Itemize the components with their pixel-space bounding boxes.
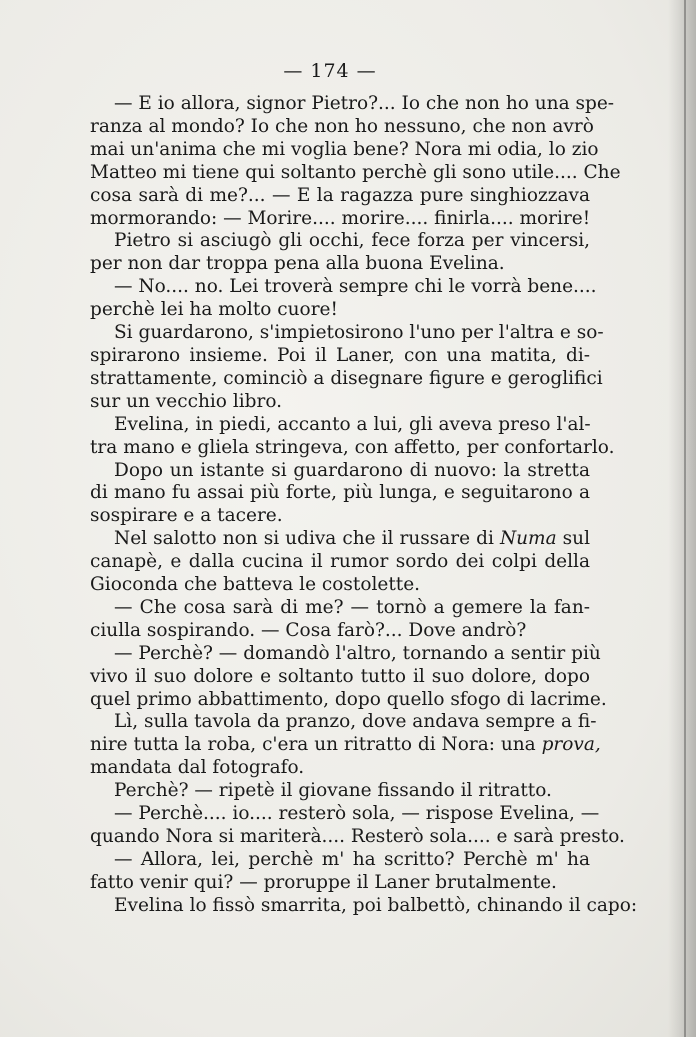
- text-line: — Allora, lei, perchè m' ha scritto? Perchè m' ha: [114, 848, 590, 870]
- text-line: tra mano e gliela stringeva, con affetto, per confortarlo.: [90, 436, 615, 458]
- text-line: Pietro si asciugò gli occhi, fece forza per vincersi,: [114, 230, 590, 252]
- text-line: Si guardarono, s'impietosirono l'uno per l'altra e so-: [114, 322, 604, 344]
- text-line: ranza al mondo? Io che non ho nessuno, che non avrò: [90, 115, 594, 137]
- text-line: di mano fu assai più forte, più lunga, e seguitarono a: [90, 482, 590, 504]
- text-line: — Perchè.... io.... resterò sola, — rispose Evelina, —: [114, 803, 600, 825]
- text-line: mandata dal fotografo.: [90, 757, 305, 779]
- page-edge-line: [684, 0, 686, 1037]
- text-line: Evelina lo fissò smarrita, poi balbettò, chinando il capo:: [114, 894, 638, 916]
- text-line: nire tutta la roba, c'era un ritratto di Nora: una prova,: [90, 734, 601, 756]
- text-line: Matteo mi tiene qui soltanto perchè gli sono utile.... Che: [90, 161, 621, 183]
- text-line: strattamente, cominciò a disegnare figure e geroglifici: [90, 367, 603, 389]
- text-line: mormorando: — Morire.... morire.... finirla.... morire!: [90, 207, 591, 229]
- text-line: spirarono insieme. Poi il Laner, con una matita, di-: [90, 344, 590, 366]
- text-line: quel primo abbattimento, dopo quello sfogo di lacrime.: [90, 688, 607, 710]
- italic-word: Numa: [499, 528, 557, 550]
- body-text: [90, 93, 638, 918]
- text-line: Dopo un istante si guardarono di nuovo: la stretta: [114, 459, 590, 481]
- text-line: Gioconda che batteva le costolette.: [90, 574, 421, 596]
- text-line: Evelina, in piedi, accanto a lui, gli aveva preso l'al-: [114, 413, 591, 435]
- text-line: per non dar troppa pena alla buona Evelina.: [90, 253, 505, 275]
- text-line: fatto venir qui? — proruppe il Laner brutalmente.: [90, 871, 557, 893]
- text-line: canapè, e dalla cucina il rumor sordo dei colpi della: [90, 551, 590, 573]
- text-line: sospirare e a tacere.: [90, 505, 283, 527]
- text-line: sur un vecchio libro.: [90, 390, 283, 412]
- text-line: — E io allora, signor Pietro?... Io che non ho una spe-: [114, 93, 615, 114]
- text-line: mai un'anima che mi voglia bene? Nora mi odia, lo zio: [90, 138, 599, 160]
- text-line: Nel salotto non si udiva che il russare di Numa sul: [114, 528, 590, 550]
- text-line: vivo il suo dolore e soltanto tutto il suo dolore, dopo: [90, 665, 590, 687]
- italic-word: prova,: [541, 734, 601, 756]
- page-number: — 174 —: [283, 60, 377, 82]
- text-line: — Perchè? — domandò l'altro, tornando a sentir più: [114, 642, 601, 664]
- text-line: ciulla sospirando. — Cosa farò?... Dove andrò?: [90, 619, 527, 641]
- page-binding-shadow: [668, 0, 696, 1037]
- text-line: Lì, sulla tavola da pranzo, dove andava sempre a fi-: [114, 711, 597, 733]
- text-line: cosa sarà di me?... — E la ragazza pure singhiozzava: [90, 184, 590, 206]
- text-line: quando Nora si mariterà.... Resterò sola.... e sarà presto.: [90, 826, 625, 847]
- text-line: perchè lei ha molto cuore!: [90, 299, 338, 321]
- text-line: — No.... no. Lei troverà sempre chi le vorrà bene....: [114, 276, 597, 298]
- text-line: — Che cosa sarà di me? — tornò a gemere la fan-: [114, 596, 590, 618]
- text-line: Perchè? — ripetè il giovane fissando il ritratto.: [114, 780, 552, 802]
